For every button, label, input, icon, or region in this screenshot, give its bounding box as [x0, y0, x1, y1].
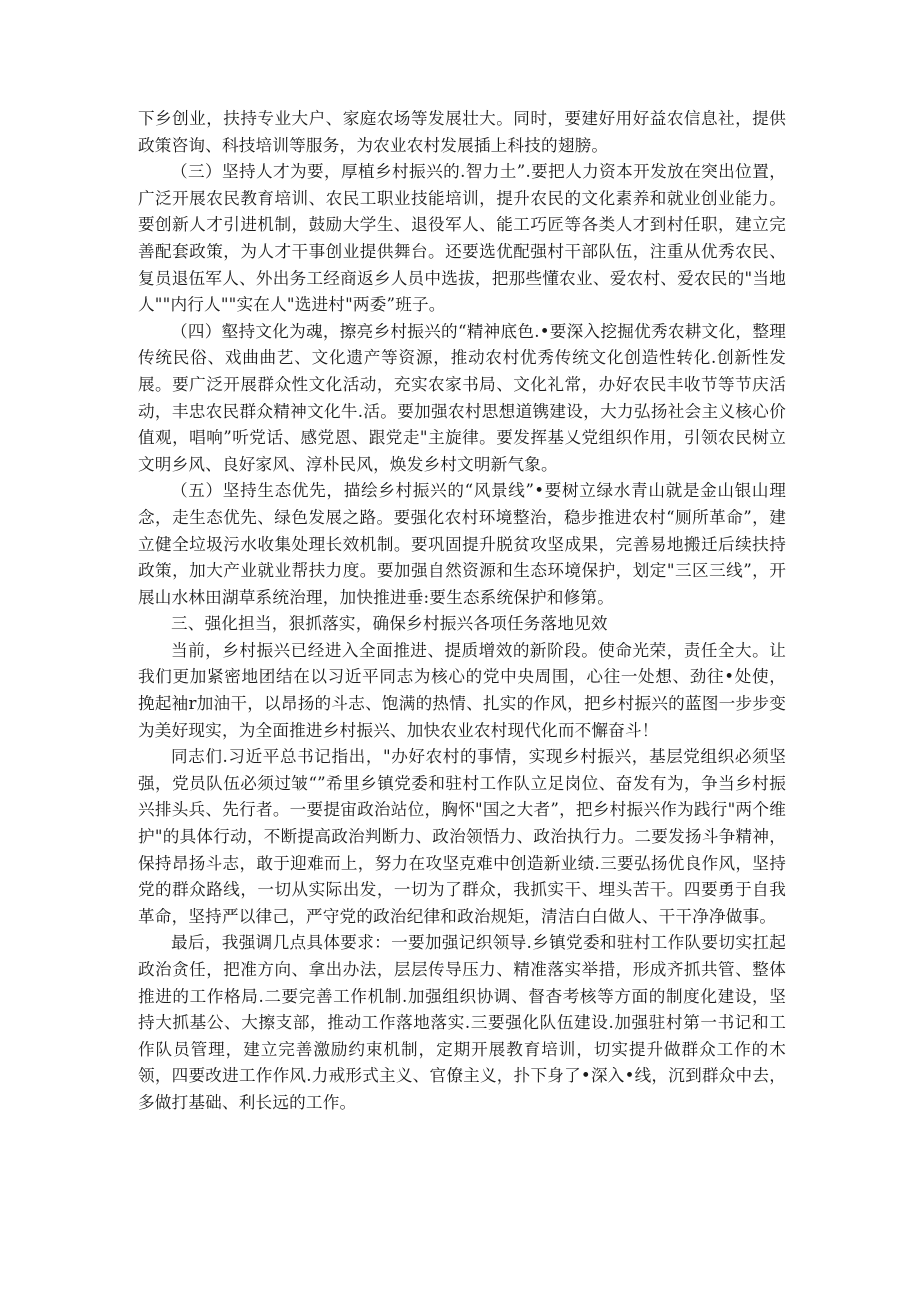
- paragraph-ecology: （五）坚持生态优先，描绘乡村振兴的“风景线”•要树立绿水青山就是金山银山理念，走生态优先、绿色发展之路。要强化农村环境整治，稳步推进农村“厕所革命”，建立健全垃圾污水收集处理长效机制。要巩固提升脱贫攻坚成果，完善易地搬迁后续扶持政策，加大产业就业帮扶力度。要加强自然资源和生态环境保护，划定"三区三线”，开展山水林田湖草系统治理，加快推进垂:要生态系统保护和修第。: [138, 481, 786, 607]
- paragraph-continuation: 下乡创业，扶持专业大户、家庭农场等发展壮大。同时，要建好用好益农信息社，提供政策咨询、科技培训等服务，为农业农村发展插上科技的翅膀。: [138, 109, 786, 155]
- paragraph-culture: （四）壑持文化为魂，擦亮乡村振兴的“精神底色.•要深入挖掘优秀农耕文化，整理传统民俗、戏曲曲艺、文化遗产等资源，推动农村优秀传统文化创造性转化.创新性发展。要广泛开展群众性文化活动，充实农家书局、文化礼常，办好农民丰收节等节庆活动，丰忠农民群众精神文化牛.活。要加强农村思想道镌建设，大力弘扬社会主义核心价值观，唱响”听党话、感党恩、跟党走"主旋律。要发挥基乂党组织作用，引领农民树立文明乡风、良好家风、淳朴民风，焕发乡村文明新气象。: [138, 321, 786, 474]
- document-body: [138, 106, 786, 1117]
- paragraph-talent: （三）坚持人才为要，厚植乡村振兴的.智力土”.要把人力资本开发放在突出位置，广泛开展农民教育培训、农民工职业技能培训，提升农民的文化素养和就业创业能力。要创新人才引进机制，鼓励大学生、退役军人、能工巧匠等各类人才到村任职，建立完善配套政策，为人才干事创业提供舞台。还要选优配强村干部队伍，注重从优秀农民、复员退伍军人、外出务工经商返乡人员中选拔，把那些懂农业、爱农村、爱农民的"当地人""内行人""实在人"选进村"两委”班子。: [138, 162, 786, 315]
- section-heading-three: 三、强化担当，狠抓落实，确保乡村振兴各项任务落地见效: [171, 614, 608, 634]
- paragraph-requirements: 最后，我强调几点具体要求：一要加强记织领导.乡镇党委和驻村工作队要切实扛起政治贪任，把准方向、拿出办法，层层传导压力、精准落实举措，形成齐抓共管、整体推进的工作格局.二要完善工作机制.加强组织协调、督杳考核等方面的制度化建设，坚持大抓基公、大擦支部，推动工作落地落实.三要强化队伍建设.加强驻村第一书记和工作队员管理，建立完善激励约束机制，定期开展教育培训，切实提升做群众工作的木领，四要改进工作作风.力戒形式主义、官僚主义，扑下身了•深入•线，沉到群众中去，多做打基础、利长远的工作。: [138, 933, 786, 1112]
- paragraph-comrades: 同志们.习近平总书记指出，"办好农村的事情，实现乡村振兴，基层党组织必须坚强，党员队伍必须过皱“”希里乡镇党委和驻村工作队立足岗位、奋发有为，争当乡村振兴排头兵、先行者。一要提宙政治站位，胸怀"国之大者”，把乡村振兴作为践行"两个维护"的具体行动，不断提高政治判断力、政治领悟力、政治执行力。二要发扬斗争精神，保持昂扬斗志，敢于迎难而上，努力在攻坚克难中创造新业绩.三要弘扬优良作风，坚持党的群众路线，一切从实际出发，一切为了群众，我抓实干、埋头苦干。四要勇于自我革命，坚持严以律己，严守党的政治纪律和政治规矩，清洁白白做人、干干净净做事。: [138, 747, 786, 926]
- paragraph-current-stage: 当前，乡村振兴已经进入全面推进、提质增效的新阶段。使命光荣，责任全大。让我们更加紧密地团结在以习近平同志为核心的党中央周围，心往一处想、劲往•处使，挽起袖r加油干，以昂扬的斗志、饱满的热情、扎实的作风，把乡村振兴的蓝图一步步变为美好现实，为全面推进乡村振兴、加快农业农村现代化而不懈奋斗！: [138, 640, 786, 740]
